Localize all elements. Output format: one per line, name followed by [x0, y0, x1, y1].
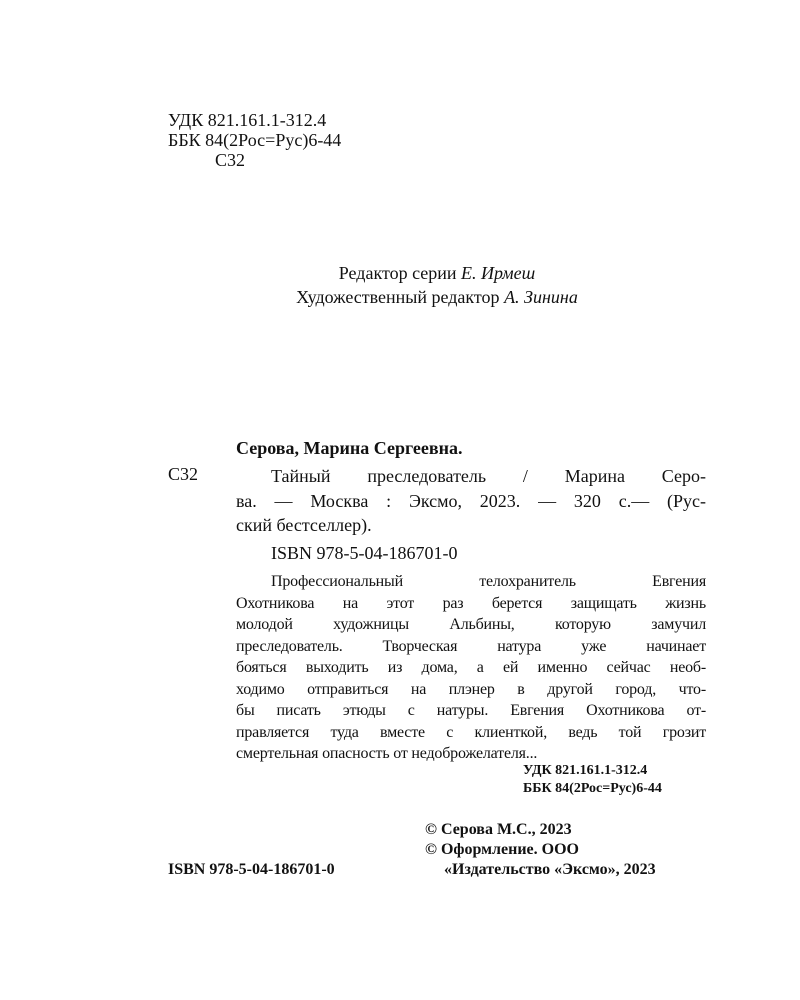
udk-code: УДК 821.161.1-312.4 — [168, 110, 327, 130]
series-editor-line — [0, 263, 800, 283]
annotation-line: смертельная опасность от недоброжелателя... — [236, 745, 538, 762]
annotation-bbk: ББК 84(2Рос=Рус)6-44 — [523, 781, 662, 796]
bib-description-line: Тайный преследователь / Марина Серо- — [271, 466, 706, 486]
bbk-code: ББК 84(2Рос=Рус)6-44 — [168, 130, 342, 150]
annotation-line: молодой художницы Альбины, которую замучил — [236, 616, 706, 633]
bib-description — [236, 464, 706, 538]
art-editor-name: А. Зинина — [504, 287, 578, 307]
copyright-design: © Оформление. ООО — [425, 841, 579, 858]
annotation — [236, 571, 706, 765]
annotation-line: бояться выходить из дома, а ей именно сейчас необ- — [236, 659, 706, 676]
bib-isbn: ISBN 978-5-04-186701-0 — [271, 543, 458, 563]
series-editor-name: Е. Ирмеш — [461, 263, 536, 283]
copyright-publisher: «Издательство «Эксмо», 2023 — [444, 861, 656, 878]
bib-description-line: ский бестселлер). — [236, 515, 372, 535]
copyright-author: © Серова М.С., 2023 — [425, 821, 572, 838]
bib-author-mark: С32 — [168, 464, 199, 484]
annotation-line: Охотникова на этот раз берется защищать жизнь — [236, 594, 706, 612]
annotation-line: преследователь. Творческая натура уже начинает — [236, 637, 706, 655]
series-editor-label: Редактор серии — [338, 263, 457, 283]
art-editor-label: Художественный редактор — [296, 287, 500, 307]
annotation-line: Профессиональный телохранитель Евгения — [271, 573, 706, 590]
art-editor-line — [0, 287, 800, 307]
author-heading: Серова, Марина Сергеевна. — [236, 438, 463, 458]
bib-description-line: ва. — Москва : Эксмо, 2023. — 320 с.— (Рус- — [236, 490, 706, 511]
annotation-line: правляется туда вместе с клиенткой, ведь той грозит — [236, 723, 706, 741]
annotation-line: бы писать этюды с натуры. Евгения Охотникова от- — [236, 702, 706, 719]
author-mark: С32 — [215, 150, 246, 170]
annotation-line: ходимо отправиться на плэнер в другой город, что- — [236, 680, 706, 698]
annotation-udk: УДК 821.161.1-312.4 — [523, 763, 648, 778]
footer-isbn: ISBN 978-5-04-186701-0 — [168, 861, 335, 878]
